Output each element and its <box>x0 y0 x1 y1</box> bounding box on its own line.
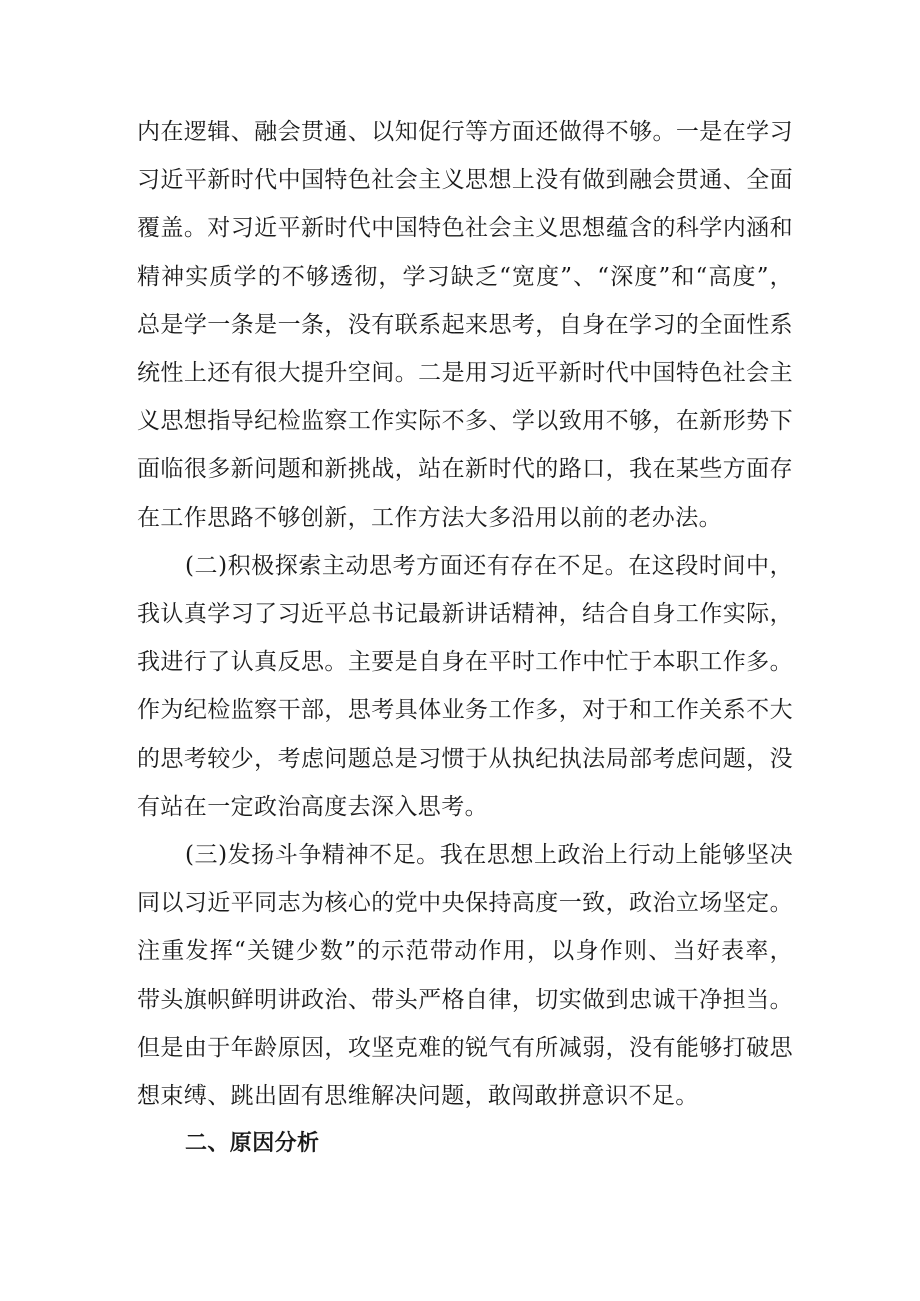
paragraph-section-3: (三)发扬斗争精神不足。我在思想上政治上行动上能够坚决同以习近平同志为核心的党中央保持高度一致，政治立场坚定。注重发挥“关键少数”的示范带动作用，以身作则、当好表率，带头旗帜鲜明讲政治、带头严格自律，切实做到忠诚干净担当。但是由于年龄原因，攻坚克难的锐气有所减弱，没有能够打破思想束缚、跳出固有思维解决问题，敢闯敢拼意识不足。 <box>137 842 793 1110</box>
paragraph-continuation: 内在逻辑、融会贯通、以知促行等方面还做得不够。一是在学习习近平新时代中国特色社会主义思想上没有做到融会贯通、全面覆盖。对习近平新时代中国特色社会主义思想蕴含的科学内涵和精神实质学的不够透彻，学习缺乏“宽度”、“深度”和“高度”，总是学一条是一条，没有联系起来思考，自身在学习的全面性系统性上还有很大提升空间。二是用习近平新时代中国特色社会主义思想指导纪检监察工作实际不多、学以致用不够，在新形势下面临很多新问题和新挑战，站在新时代的路口，我在某些方面存在工作思路不够创新，工作方法大多沿用以前的老办法。 <box>137 119 793 531</box>
paragraph-section-2: (二)积极探索主动思考方面还有存在不足。在这段时间中，我认真学习了习近平总书记最新讲话精神，结合自身工作实际，我进行了认真反思。主要是自身在平时工作中忙于本职工作多。作为纪检监察干部，思考具体业务工作多，对于和工作关系不大的思考较少，考虑问题总是习惯于从执纪执法局部考虑问题，没有站在一定政治高度去深入思考。 <box>137 552 793 820</box>
document-body <box>137 108 793 1168</box>
section-heading: 二、原因分析 <box>185 1131 320 1157</box>
